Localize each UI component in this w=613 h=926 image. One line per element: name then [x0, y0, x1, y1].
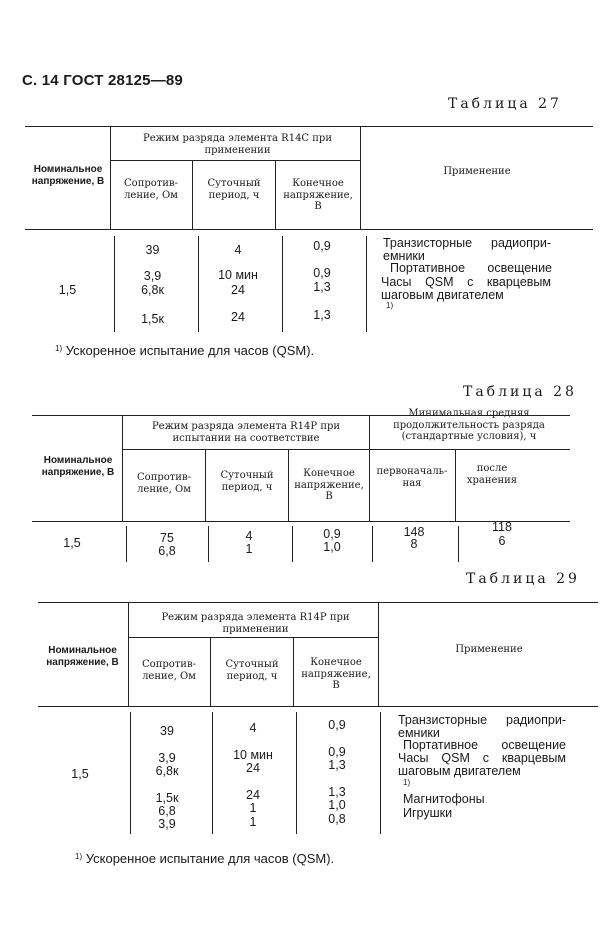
application-text: Транзисторные радиопри- [383, 236, 551, 250]
application-text: емники [398, 726, 440, 740]
table-cell: 0,8 [328, 812, 346, 826]
discharge-mode-header: Режим разряда элемента R14C при применении [142, 133, 332, 156]
table-cell: 1,3 [328, 785, 346, 799]
table-cell: 1 [249, 815, 257, 829]
application-text: шаговым двигателем [381, 288, 504, 302]
nominal-voltage-value: 1,5 [71, 767, 89, 781]
application-text: Игрушки [403, 806, 453, 820]
nominal-voltage-header: Номинальное напряжение, В [31, 164, 105, 187]
initial-duration-header: первоначаль- ная [376, 466, 448, 489]
table-cell: 1,3 [313, 280, 331, 294]
table-28-title: Таблица 28 [463, 384, 577, 400]
application-text: шаговым двигателем [398, 764, 521, 778]
table-cell: 1,5к [155, 791, 179, 805]
table-cell: 1 [245, 542, 253, 556]
table-cell: 10 мин [233, 748, 273, 762]
daily-period-header: Суточный период, ч [220, 470, 274, 493]
nominal-voltage-header: Номинальное напряжение, В [41, 455, 115, 478]
final-voltage-header: Конечное напряжение, В [301, 657, 371, 691]
resistance-header: Сопротив- ление, Ом [137, 472, 191, 495]
table-cell: 1,5к [141, 312, 164, 326]
final-voltage-header: Конечное напряжение, В [294, 468, 364, 502]
application-text: Транзисторные радиопри- [398, 713, 566, 727]
application-text: Часы QSM с кварцевым [398, 751, 566, 765]
application-text: Портативное освещение [390, 261, 552, 275]
table-cell: 118 [492, 520, 512, 534]
daily-period-header: Суточный период, ч [207, 178, 261, 201]
table-cell: 3,9 [143, 269, 162, 283]
footnote-marker: 1) [403, 778, 411, 787]
final-voltage-header: Конечное напряжение, В [283, 178, 353, 212]
discharge-duration-header: Минимальная средняя продолжительность разряда (стандартные условия), ч [393, 408, 545, 442]
table-cell: 6 [498, 534, 506, 548]
table-cell: 0,9 [328, 718, 346, 732]
table-cell: 1,0 [328, 798, 346, 812]
resistance-header: Сопротив- ление, Ом [142, 659, 196, 682]
footnote-marker: 1) [386, 301, 394, 310]
application-header: Применение [455, 644, 523, 655]
table-cell: 148 [403, 525, 425, 539]
table-cell: 0,9 [313, 239, 331, 253]
table-cell: 4 [249, 721, 257, 735]
table-cell: 24 [246, 788, 260, 802]
table-cell: 39 [160, 724, 174, 738]
application-text: Портативное освещение [403, 738, 566, 752]
table-cell: 24 [246, 761, 260, 775]
table-cell: 6,8 [158, 804, 176, 818]
application-text: Магнитофоны [403, 792, 485, 806]
footnote: $^{1)}$ Ускоренное испытание для часов (QSM). [75, 851, 335, 866]
table-cell: 0,9 [323, 527, 341, 541]
table-cell: 75 [160, 531, 174, 545]
table-cell: 24 [231, 283, 245, 297]
table-cell: 6,8к [141, 283, 164, 297]
table-cell: 1,3 [328, 758, 346, 772]
nominal-voltage-value: 1,5 [63, 536, 81, 550]
table-cell: 6,8к [155, 764, 179, 778]
after-storage-header: после хранения [466, 463, 518, 486]
nominal-voltage-value: 1,5 [58, 283, 77, 297]
table-cell: 8 [410, 537, 418, 551]
table-cell: 3,9 [158, 751, 176, 765]
page-header: С. 14 ГОСТ 28125—89 [22, 72, 183, 89]
table-27-title: Таблица 27 [448, 96, 562, 112]
table-cell: 1,0 [323, 540, 341, 554]
table-cell: 0,9 [313, 266, 331, 280]
application-text: Часы QSM с кварцевым [381, 275, 551, 289]
table-cell: 4 [245, 529, 253, 543]
application-header: Применение [443, 166, 511, 177]
daily-period-header: Суточный период, ч [225, 659, 279, 682]
table-29-title: Таблица 29 [466, 571, 580, 587]
nominal-voltage-header: Номинальное напряжение, В [46, 645, 119, 668]
table-cell: 24 [231, 310, 245, 324]
table-cell: 0,9 [328, 745, 346, 759]
discharge-mode-header: Режим разряда элемента R14P при применении [161, 612, 350, 635]
table-cell: 3,9 [158, 817, 176, 831]
table-cell: 6,8 [158, 544, 176, 558]
table-cell: 10 мин [218, 268, 258, 282]
table-cell: 39 [145, 243, 160, 257]
table-cell: 4 [234, 243, 242, 257]
footnote: $^{1)}$ Ускоренное испытание для часов (QSM). [55, 343, 315, 358]
resistance-header: Сопротив- ление, Ом [124, 178, 178, 201]
discharge-mode-header: Режим разряда элемента R14P при испытании на соответствие [151, 421, 341, 444]
application-text: емники [383, 249, 425, 263]
table-cell: 1 [249, 801, 257, 815]
table-cell: 1,3 [313, 308, 331, 322]
